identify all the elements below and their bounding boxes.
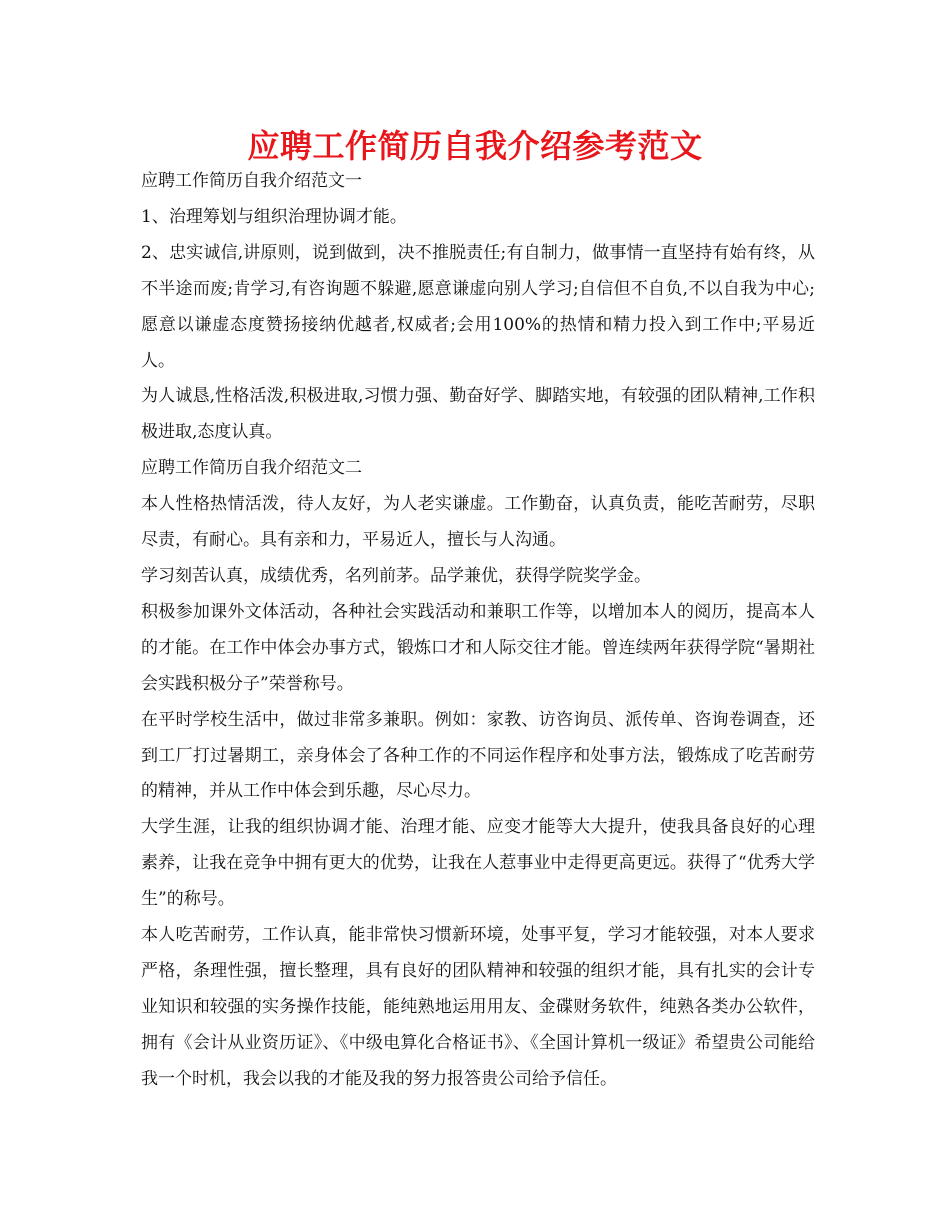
paragraph: 在平时学校生活中，做过非常多兼职。例如：家教、访咨询员、派传单、咨询卷调查，还到工厂打过暑期工，亲身体会了各种工作的不同运作程序和处事方法，锻炼成了吃苦耐劳的精神，并从工作中体会到乐趣，尽心尽力。 <box>141 709 815 802</box>
paragraph: 1、治理筹划与组织治理协调才能。 <box>141 206 407 227</box>
paragraph: 积极参加课外文体活动，各种社会实践活动和兼职工作等，以增加本人的阅历，提高本人的才能。在工作中体会办事方式，锻炼口才和人际交往才能。曾连续两年获得学院“暑期社会实践积极分子”荣誉称号。 <box>141 601 815 694</box>
paragraph: 本人吃苦耐劳，工作认真，能非常快习惯新环境，处事平复，学习才能较强，对本人要求严格，条理性强，擅长整理，具有良好的团队精神和较强的组织才能，具有扎实的会计专业知识和较强的实务操作技能，能纯熟地运用用友、金碟财务软件，纯熟各类办公软件，拥有《会计从业资历证》、《中级电算化合格证书》、《全国计算机一级证》希望贵公司能给我一个时机，我会以我的才能及我的努力报答贵公司给予信任。 <box>141 925 815 1089</box>
paragraph: 大学生涯，让我的组织协调才能、治理才能、应变才能等大大提升，使我具备良好的心理素养，让我在竞争中拥有更大的优势，让我在人惹事业中走得更高更远。获得了“优秀大学生”的称号。 <box>141 817 815 910</box>
section-heading-1: 应聘工作简历自我介绍范文一 <box>141 171 362 191</box>
document-title: 应聘工作简历自我介绍参考范文 <box>247 127 703 165</box>
paragraph: 为人诚恳,性格活泼,积极进取,习惯力强、勤奋好学、脚踏实地，有较强的团队精神,工作积极进取,态度认真。 <box>141 386 815 443</box>
paragraph: 学习刻苦认真，成绩优秀，名列前茅。品学兼优，获得学院奖学金。 <box>141 565 651 586</box>
section-heading-2: 应聘工作简历自我介绍范文二 <box>141 458 362 479</box>
document-body <box>141 164 815 1098</box>
paragraph: 2、忠实诚信,讲原则，说到做到，决不推脱责任;有自制力，做事情一直坚持有始有终，从不半途而废;肯学习,有咨询题不躲避,愿意谦虚向别人学习;自信但不自负,不以自我为中心;愿意以谦虚态度赞扬接纳优越者,权威者;会用100%的热情和精力投入到工作中;平易近人。 <box>141 242 815 371</box>
paragraph: 本人性格热情活泼，待人友好，为人老实谦虚。工作勤奋，认真负责，能吃苦耐劳，尽职尽责，有耐心。具有亲和力，平易近人，擅长与人沟通。 <box>141 494 815 551</box>
